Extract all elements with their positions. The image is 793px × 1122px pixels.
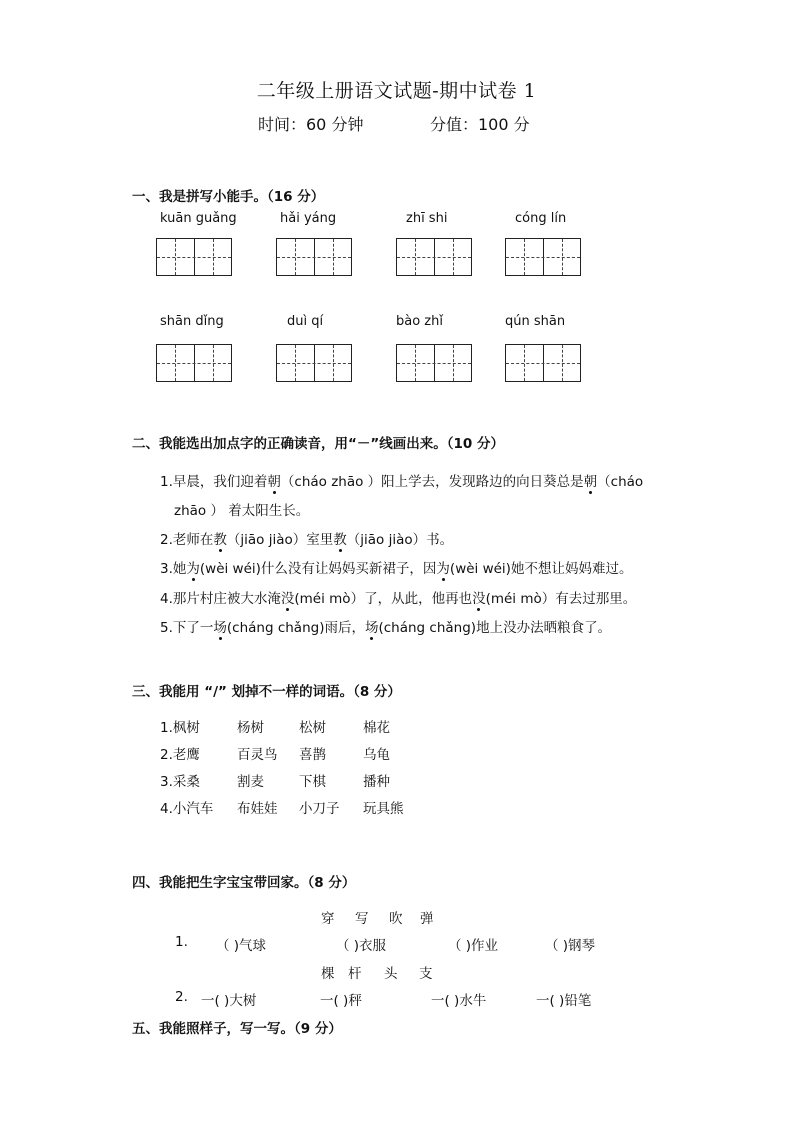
fill-blank[interactable]: 一( )水牛 (431, 993, 487, 1009)
row-number: 2. (175, 989, 188, 1005)
fill-blank[interactable]: 一( )秤 (320, 993, 362, 1009)
section-1-heading: 一、我是拼写小能手。（16 分） (132, 189, 325, 205)
row-number: 1. (175, 934, 188, 950)
word-item[interactable]: 玩具熊 (363, 801, 404, 817)
question-line-1: 1.早晨，我们迎着朝（cháo zhāo ）阳上学去，发现路边的向日葵总是朝（cháo (160, 474, 644, 490)
word-item[interactable]: 小刀子 (299, 801, 340, 817)
dotted-char: 教 (213, 532, 227, 548)
question-line-2: 2.老师在教（jiāo jiào）室里教（jiāo jiào）书。 (160, 532, 454, 548)
dotted-char: 为 (436, 561, 450, 577)
pinyin-1-4: cóng lín (515, 211, 567, 226)
word-item[interactable]: 割麦 (237, 774, 264, 790)
fill-blank[interactable]: （ )气球 (216, 938, 267, 954)
section-4-heading: 四、我能把生字宝宝带回家。（8 分） (132, 875, 356, 891)
writing-box[interactable] (396, 238, 472, 276)
char-option: 穿 (321, 911, 335, 927)
pinyin-2-3: bào zhǐ (396, 314, 443, 329)
pinyin-2-4: qún shān (505, 314, 566, 329)
char-option: 棵 (321, 966, 335, 982)
pinyin-2-2: duì qí (287, 314, 324, 329)
pinyin-1-1: kuān guǎng (160, 211, 237, 226)
char-option: 头 (384, 966, 398, 982)
dotted-char: 教 (333, 532, 347, 548)
word-item[interactable]: 棉花 (363, 720, 390, 736)
question-line-4: 4.那片村庄被大水淹没(méi mò）了，从此，他再也没(méi mò）有去过那里。 (160, 591, 637, 607)
pinyin-1-3: zhī shi (406, 211, 448, 226)
section-2-heading: 二、我能选出加点字的正确读音，用“－”线画出来。（10 分） (132, 436, 504, 452)
fill-blank[interactable]: （ )钢琴 (545, 938, 596, 954)
char-option: 杆 (348, 966, 362, 982)
dotted-char: 没 (280, 591, 295, 607)
word-item[interactable]: 3.采桑 (160, 774, 200, 790)
word-item[interactable]: 杨树 (237, 720, 264, 736)
dotted-char: 场 (364, 620, 379, 636)
exam-score: 分值：100 分 (430, 115, 530, 134)
pinyin-2-1: shān dǐng (160, 314, 224, 329)
question-line-1-cont: zhāo ） 着太阳生长。 (174, 503, 310, 519)
writing-box[interactable] (396, 344, 472, 382)
exam-time: 时间：60 分钟 (258, 115, 364, 134)
dotted-char: 为 (186, 561, 200, 577)
question-line-3: 3.她为(wèi wéi)什么没有让妈妈买新裙子，因为(wèi wéi)她不想让妈妈难过。 (160, 561, 633, 577)
word-item[interactable]: 1.枫树 (160, 720, 200, 736)
word-item[interactable]: 播种 (363, 774, 390, 790)
char-option: 支 (419, 966, 433, 982)
writing-box[interactable] (505, 344, 581, 382)
question-line-5: 5.下了一场(cháng chǎng)雨后，场(cháng chǎng)地上没办法晒粮食了。 (160, 620, 612, 636)
fill-blank[interactable]: （ )作业 (448, 938, 499, 954)
dotted-char: 没 (472, 591, 486, 607)
word-item[interactable]: 松树 (299, 720, 326, 736)
writing-box[interactable] (156, 238, 232, 276)
fill-blank[interactable]: （ )衣服 (336, 938, 387, 954)
word-item[interactable]: 喜鹊 (299, 747, 326, 763)
writing-box[interactable] (505, 238, 581, 276)
page-title: 二年级上册语文试题-期中试卷 1 (256, 80, 537, 102)
char-option: 弹 (420, 911, 434, 927)
word-item[interactable]: 2.老鹰 (160, 747, 200, 763)
dotted-char: 朝 (267, 474, 281, 490)
writing-box[interactable] (156, 344, 232, 382)
word-item[interactable]: 4.小汽车 (160, 801, 214, 817)
dotted-char: 场 (213, 620, 227, 636)
section-5-heading: 五、我能照样子，写一写。（9 分） (132, 1021, 342, 1037)
word-item[interactable]: 百灵鸟 (237, 747, 278, 763)
fill-blank[interactable]: 一( )铅笔 (536, 993, 592, 1009)
word-item[interactable]: 布娃娃 (237, 801, 278, 817)
fill-blank[interactable]: 一( )大树 (201, 993, 257, 1009)
section-3-heading: 三、我能用 “/” 划掉不一样的词语。（8 分） (132, 684, 401, 700)
dotted-char: 朝 (583, 474, 598, 490)
pinyin-1-2: hǎi yáng (280, 211, 337, 226)
char-option: 吹 (389, 911, 403, 927)
writing-box[interactable] (276, 344, 352, 382)
char-option: 写 (355, 911, 369, 927)
writing-box[interactable] (276, 238, 352, 276)
word-item[interactable]: 乌龟 (363, 747, 390, 763)
word-item[interactable]: 下棋 (299, 774, 326, 790)
